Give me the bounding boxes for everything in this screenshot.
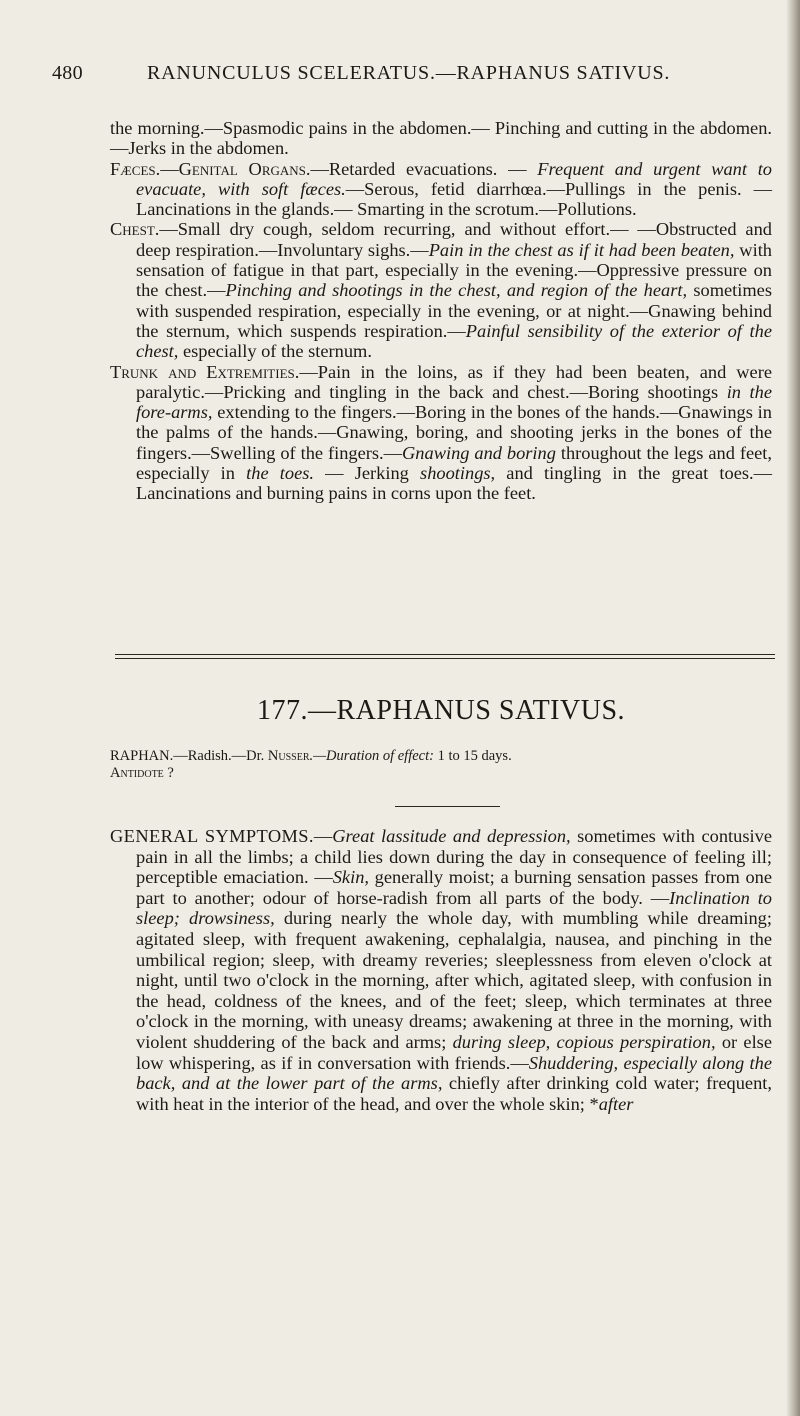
trunk-heading: Trunk and Extremities.	[110, 361, 300, 382]
remedy-author: Nusser	[267, 748, 310, 764]
page-header	[52, 62, 752, 92]
remedy-source-line	[110, 748, 772, 765]
antidote-line: Antidote ?	[110, 765, 174, 781]
short-divider	[395, 806, 500, 807]
page-number: 480	[52, 62, 83, 84]
chest-heading: Chest.	[110, 219, 160, 240]
faeces-heading: Fæces.—Genital Organs.	[110, 158, 311, 179]
faeces-paragraph: Fæces.—Genital Organs.—Retarded evacuations. — Frequent and urgent want to evacuate, with soft fæces.—Serous, fetid diarrhœa.—Pullings in the penis. —Lancinations in the glands.— Smarting in the scrotum.—Pollutions.	[110, 158, 773, 220]
section-title: 177.—RAPHANUS SATIVUS.	[256, 695, 626, 726]
duration-value: 1 to 15 days.	[433, 748, 512, 764]
remedy-name: RAPHAN.—Radish.—Dr.	[110, 748, 268, 764]
section-divider-bottom	[115, 658, 775, 659]
general-symptoms-heading: GENERAL SYMPTOMS.	[110, 826, 314, 846]
symptoms-continued	[110, 118, 772, 504]
chest-paragraph: Chest.—Small dry cough, seldom recurring, and without effort.— —Obstructed and deep respiration.—Involuntary sighs.—Pain in the chest as if it had been beaten, with sensation of fatigue in that part, especially in the evening.—Oppressive pressure on the chest.—Pinching and shootings in the chest, and region of the heart, sometimes with suspended respiration, especially in the evening, or at night.—Gnawing behind the sternum, which suspends respiration.—Painful sensibility of the exterior of the chest, especially of the sternum.	[110, 219, 773, 362]
section-divider-top	[115, 654, 775, 655]
remedy-meta	[110, 748, 772, 782]
abdomen-paragraph: the morning.—Spasmodic pains in the abdomen.— Pinching and cutting in the abdomen.—Jerks in the abdomen.	[110, 118, 772, 159]
trunk-paragraph: Trunk and Extremities.—Pain in the loins, as if they had been beaten, and were paralytic.—Pricking and tingling in the back and chest.—Boring shootings in the fore-arms, extending to the fingers.—Boring in the bones of the hands.—Gnawings in the palms of the hands.—Gnawing, boring, and shooting jerks in the bones of the fingers.—Swelling of the fingers.—Gnawing and boring throughout the legs and feet, especially in the toes. — Jerking shootings, and tingling in the great toes.—Lancinations and burning pains in corns upon the feet.	[110, 361, 773, 504]
running-title: RANUNCULUS SCELERATUS.—RAPHANUS SATIVUS.	[147, 62, 671, 84]
general-symptoms-paragraph: GENERAL SYMPTOMS.—Great lassitude and depression, sometimes with contusive pain in all the limbs; a child lies down during the day in consequence of feeling ill; perceptible emaciation. —Skin, generally moist; a burning sensation passes from one part to another; odour of horse-radish from all parts of the body. —Inclination to sleep; drowsiness, during nearly the whole day, with mumbling while dreaming; agitated sleep, with frequent awakening, cephalalgia, nausea, and pinching in the umbilical region; sleep, with dreamy reveries; sleeplessness from eleven o'clock at night, until two o'clock in the morning, after which, agitated sleep, with confusion in the head, coldness of the knees, and of the feet; sleep, which terminates at three o'clock in the morning, with uneasy dreams; awakening at three in the morning, with violent shuddering of the back and arms; during sleep, copious perspiration, or else low whispering, as if in conversation with friends.—Shuddering, especially along the back, and at the lower part of the arms, chiefly after drinking cold water; frequent, with heat in the interior of the head, and over the whole skin; *after	[110, 826, 773, 1114]
duration-label: .—Duration of effect:	[309, 748, 434, 764]
page-edge-shadow	[786, 0, 800, 1416]
